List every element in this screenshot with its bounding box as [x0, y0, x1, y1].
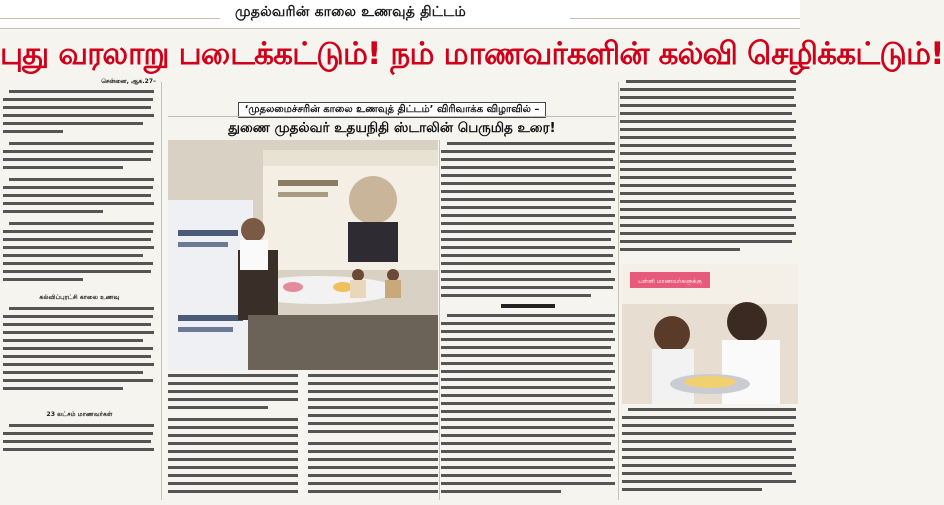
photo-deputy-cm-serving — [622, 264, 798, 404]
main-photo-text — [168, 372, 438, 503]
headline — [0, 32, 944, 78]
banner-rule-right — [570, 18, 800, 19]
column-rule — [439, 140, 440, 500]
text-block-lines — [168, 372, 438, 500]
column-rule — [161, 82, 162, 500]
banner-rule-left — [0, 18, 220, 19]
headline-text: புது வரலாறு படைக்கட்டும்! நம் மாணவர்களின் கல்வி செழிக்கட்டும்! — [0, 36, 944, 72]
photo-deputy-cm-serving-image — [622, 264, 798, 404]
banner-title: முதல்வரின் காலை உணவுத் திட்டம் — [235, 4, 466, 20]
deck-rule — [168, 116, 616, 117]
text-block-lines — [441, 140, 617, 500]
top-banner — [0, 0, 800, 29]
text-block-lines — [3, 88, 156, 288]
text-block-lines — [620, 78, 798, 258]
middle-right-column — [441, 140, 617, 503]
photo-event-stage — [168, 140, 438, 370]
left-body-1 — [3, 88, 156, 291]
photo-event-stage-image — [168, 140, 438, 370]
right-column-lower — [622, 406, 798, 503]
left-subhead-2: 23 லட்சம் மாணவர்கள் — [46, 411, 113, 418]
left-subhead-1: கல்விப்புரட்சி காலை உணவு — [39, 294, 120, 301]
left-column — [3, 78, 156, 503]
kicker — [168, 97, 616, 118]
dateline: சென்னை, ஆக.27– — [101, 78, 156, 85]
deck: துணை முதல்வர் உதயநிதி ஸ்டாலின் பெருமித உரை! — [228, 120, 556, 136]
text-block-lines — [622, 406, 798, 502]
text-block-lines — [3, 305, 156, 405]
column-rule — [618, 82, 619, 500]
kicker-text: ‘முதலமைச்சரின் காலை உணவுத் திட்டம்’ விரிவாக்க விழாவில் – — [238, 102, 547, 118]
sticker-text: பள்ளி மாணவர்களுக்கு — [638, 278, 702, 285]
text-block-lines — [3, 422, 156, 462]
